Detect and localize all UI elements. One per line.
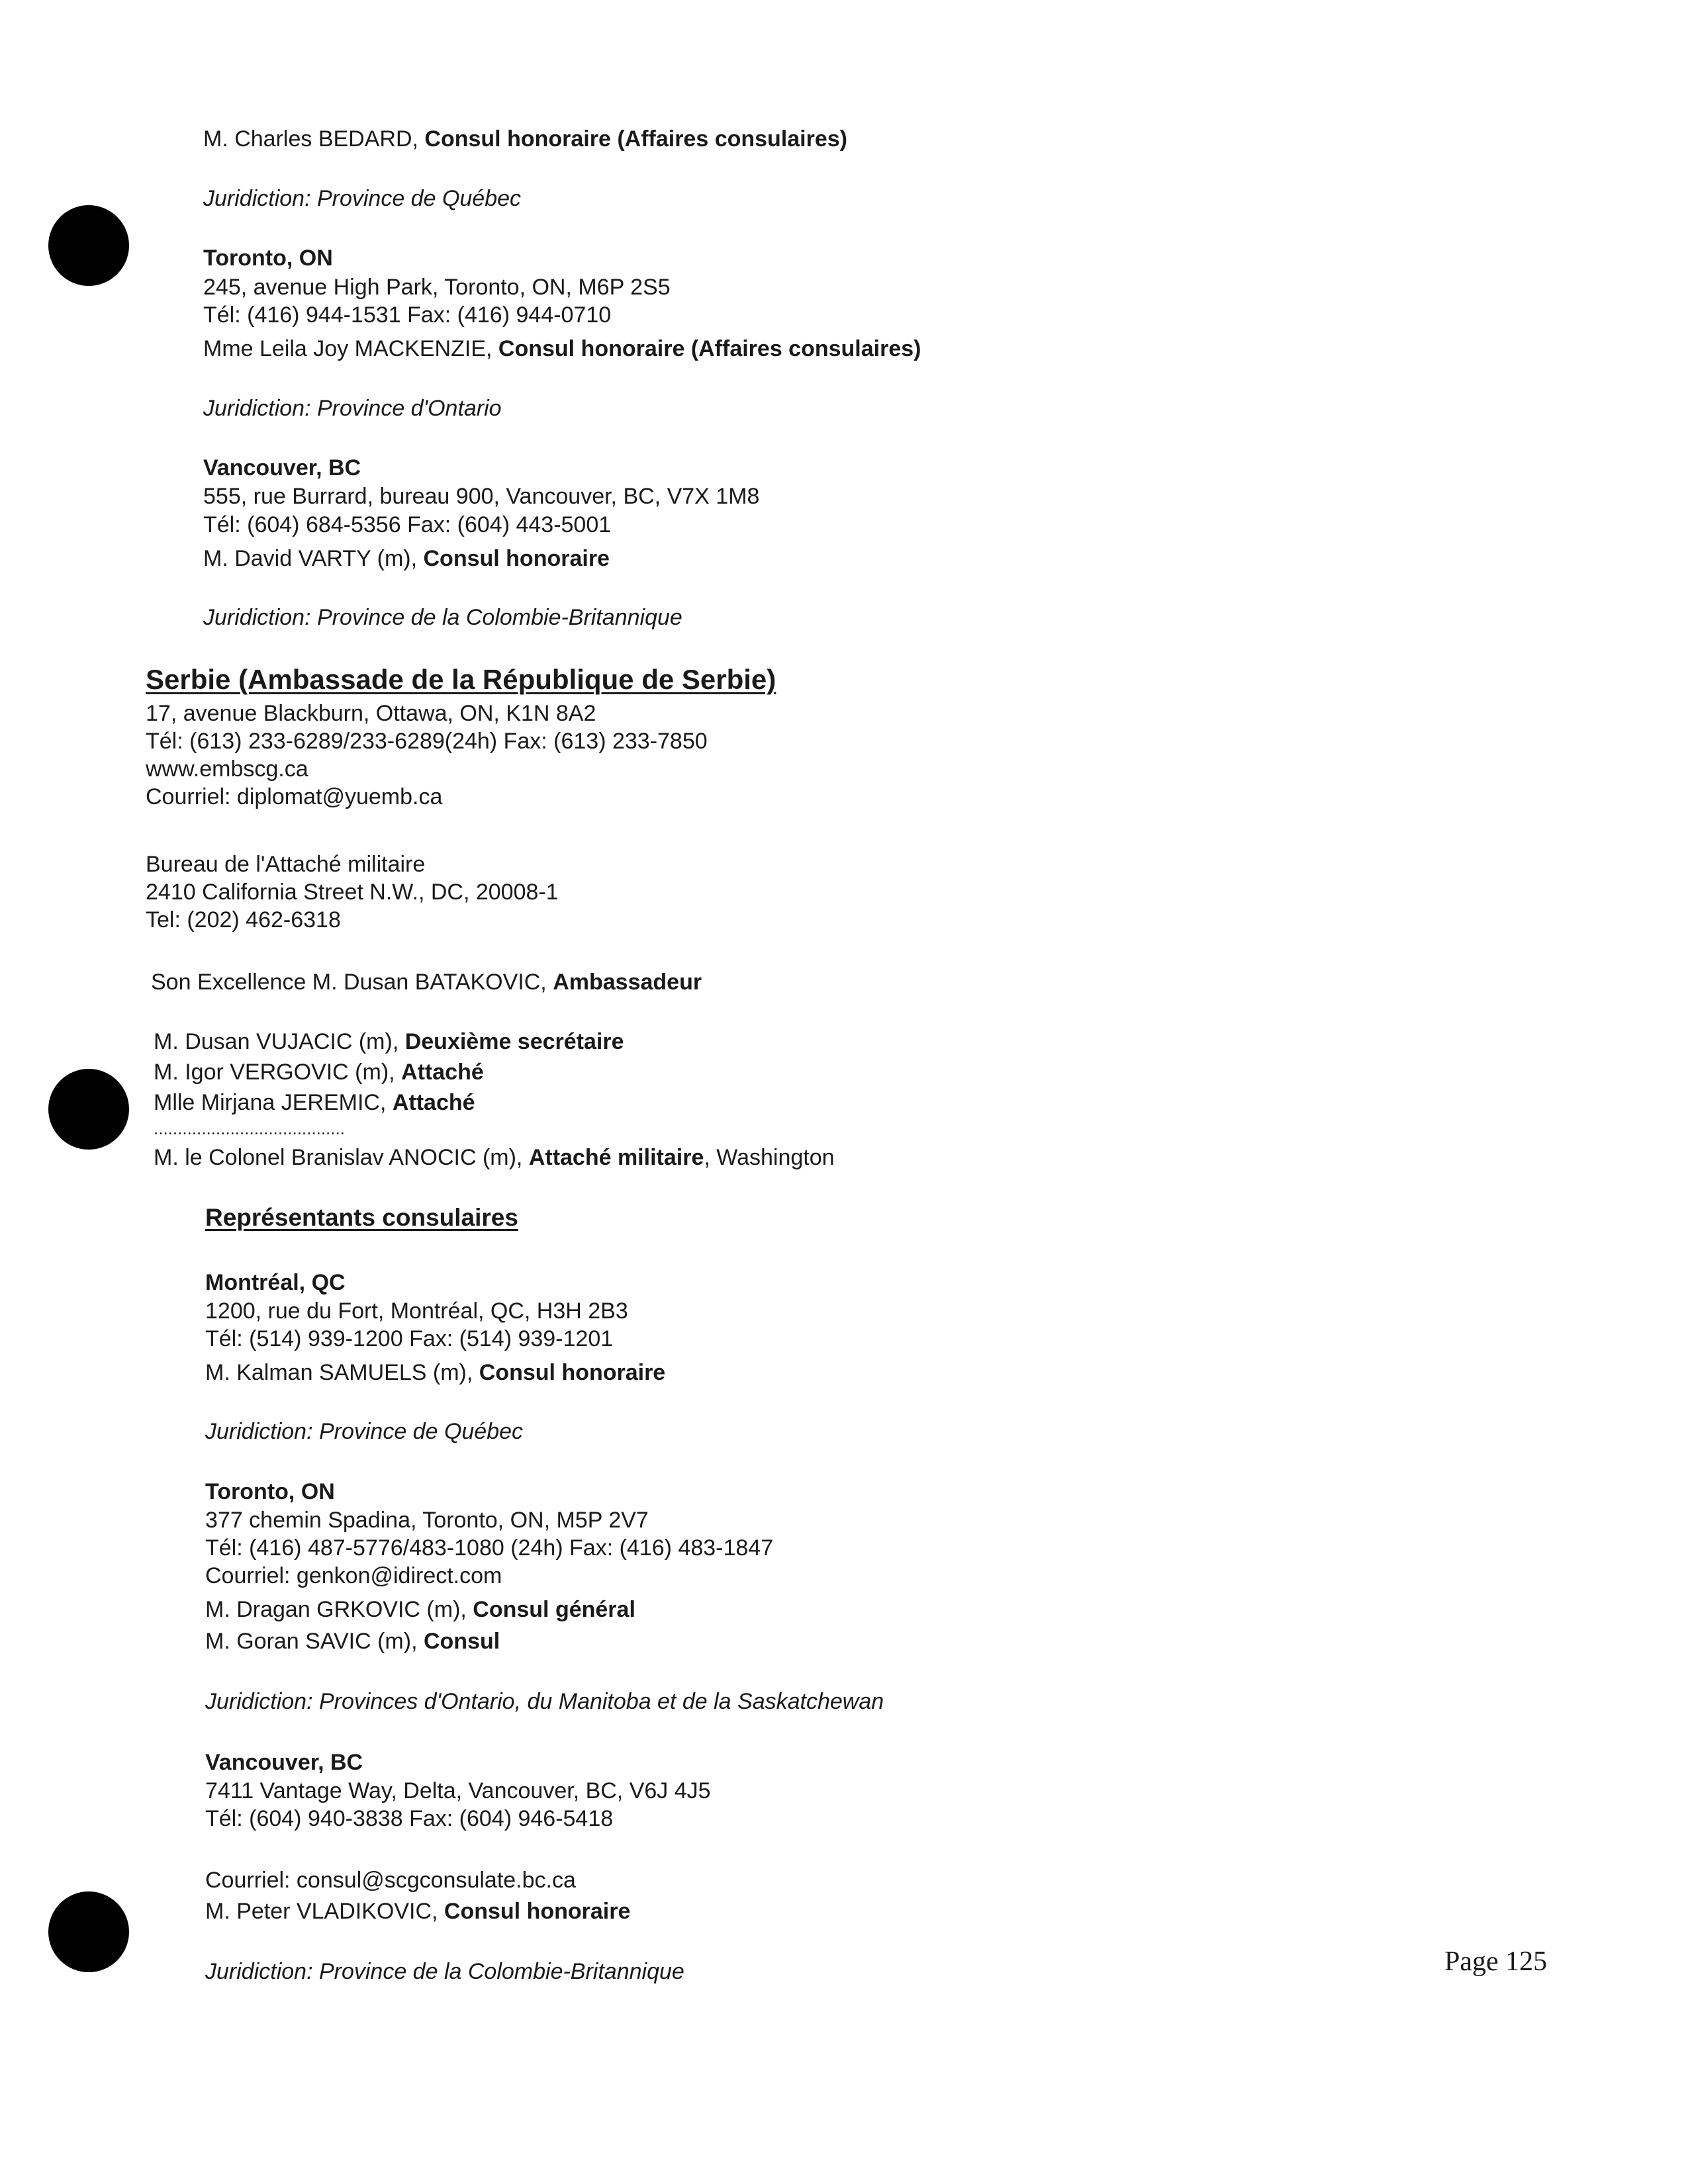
staff-name: Mlle Mirjana JEREMIC, [154,1090,393,1115]
consul-name: M. Charles BEDARD, [203,126,425,152]
consul-title: Consul honoraire [444,1899,631,1924]
punch-hole-bottom [48,1891,129,1972]
staff-line [154,1089,475,1116]
embassy-website: www.embscg.ca [146,756,308,782]
consul-name: M. Goran SAVIC (m), [205,1629,424,1654]
ambassador-name: Son Excellence M. Dusan BATAKOVIC, [151,970,553,995]
military-office-address: 2410 California Street N.W., DC, 20008-1 [146,880,559,905]
jurisdiction: Juridiction: Province de Québec [203,186,522,211]
consul-title: Consul général [473,1597,635,1622]
embassy-heading: Serbie (Ambassade de la République de Serbie) [146,664,776,695]
staff-location: , Washington [704,1145,835,1170]
jurisdiction: Juridiction: Province de la Colombie-Britannique [205,1959,684,1984]
phone-fax: Tél: (416) 487-5776/483-1080 (24h) Fax: (416) 483-1847 [205,1535,774,1561]
consul-line [205,1359,665,1386]
email: Courriel: consul@scgconsulate.bc.ca [205,1868,576,1893]
consul-title: Consul honoraire [479,1360,666,1385]
city-heading: Vancouver, BC [205,1750,363,1775]
consul-title: Consul honoraire (Affaires consulaires) [424,126,847,152]
staff-line [154,1028,624,1055]
city-heading: Toronto, ON [205,1479,335,1504]
phone-fax: Tél: (604) 684-5356 Fax: (604) 443-5001 [203,512,612,537]
consul-name: M. Kalman SAMUELS (m), [205,1360,479,1385]
staff-title: Deuxième secrétaire [404,1029,624,1054]
punch-hole-middle [48,1069,129,1150]
staff-name: M. le Colonel Branislav ANOCIC (m), [154,1145,529,1170]
ambassador-title: Ambassadeur [553,970,702,995]
dotted-separator: ........................................ [154,1118,345,1138]
staff-title: Attaché militaire [528,1145,704,1170]
consul-title: Consul honoraire [423,546,610,571]
jurisdiction: Juridiction: Province de Québec [205,1419,524,1444]
email: Courriel: genkon@idirect.com [205,1563,502,1588]
address: 377 chemin Spadina, Toronto, ON, M5P 2V7 [205,1508,649,1533]
consul-line [205,1596,635,1623]
staff-title: Attaché [401,1060,484,1085]
ambassador-line [151,969,702,995]
consul-line [203,336,921,362]
address: 1200, rue du Fort, Montréal, QC, H3H 2B3 [205,1298,628,1324]
phone-fax: Tél: (416) 944-1531 Fax: (416) 944-0710 [203,302,612,328]
staff-line [154,1144,835,1171]
military-office-name: Bureau de l'Attaché militaire [146,852,426,877]
jurisdiction: Juridiction: Province d'Ontario [203,396,502,421]
city-heading: Toronto, ON [203,246,333,271]
punch-hole-top [48,205,129,286]
consul-line [203,545,610,572]
consul-title: Consul honoraire (Affaires consulaires) [498,336,921,361]
page-number: Page 125 [1444,1946,1548,1977]
consul-line [205,1898,630,1925]
embassy-email: Courriel: diplomat@yuemb.ca [146,784,443,809]
address: 245, avenue High Park, Toronto, ON, M6P 2S5 [203,275,671,300]
city-heading: Vancouver, BC [203,455,361,480]
phone-fax: Tél: (514) 939-1200 Fax: (514) 939-1201 [205,1326,614,1351]
jurisdiction: Juridiction: Province de la Colombie-Britannique [203,605,682,630]
staff-title: Attaché [392,1090,475,1115]
city-heading: Montréal, QC [205,1270,346,1295]
address: 555, rue Burrard, bureau 900, Vancouver, BC, V7X 1M8 [203,484,760,509]
consul-name: M. Peter VLADIKOVIC, [205,1899,444,1924]
phone-fax: Tél: (604) 940-3838 Fax: (604) 946-5418 [205,1806,614,1831]
military-office-phone: Tel: (202) 462-6318 [146,907,341,933]
jurisdiction: Juridiction: Provinces d'Ontario, du Manitoba et de la Saskatchewan [205,1689,884,1714]
embassy-phone-fax: Tél: (613) 233-6289/233-6289(24h) Fax: (613) 233-7850 [146,729,708,754]
consul-line [205,1628,500,1655]
staff-name: M. Dusan VUJACIC (m), [154,1029,405,1054]
consular-heading: Représentants consulaires [205,1204,518,1231]
address: 7411 Vantage Way, Delta, Vancouver, BC, V6J 4J5 [205,1778,711,1803]
consul-name: Mme Leila Joy MACKENZIE, [203,336,498,361]
embassy-address: 17, avenue Blackburn, Ottawa, ON, K1N 8A2 [146,701,596,726]
consul-title: Consul [423,1629,500,1654]
consul-name: M. David VARTY (m), [203,546,424,571]
staff-name: M. Igor VERGOVIC (m), [154,1060,402,1085]
consul-line [203,126,847,152]
staff-line [154,1059,484,1085]
consul-name: M. Dragan GRKOVIC (m), [205,1597,473,1622]
